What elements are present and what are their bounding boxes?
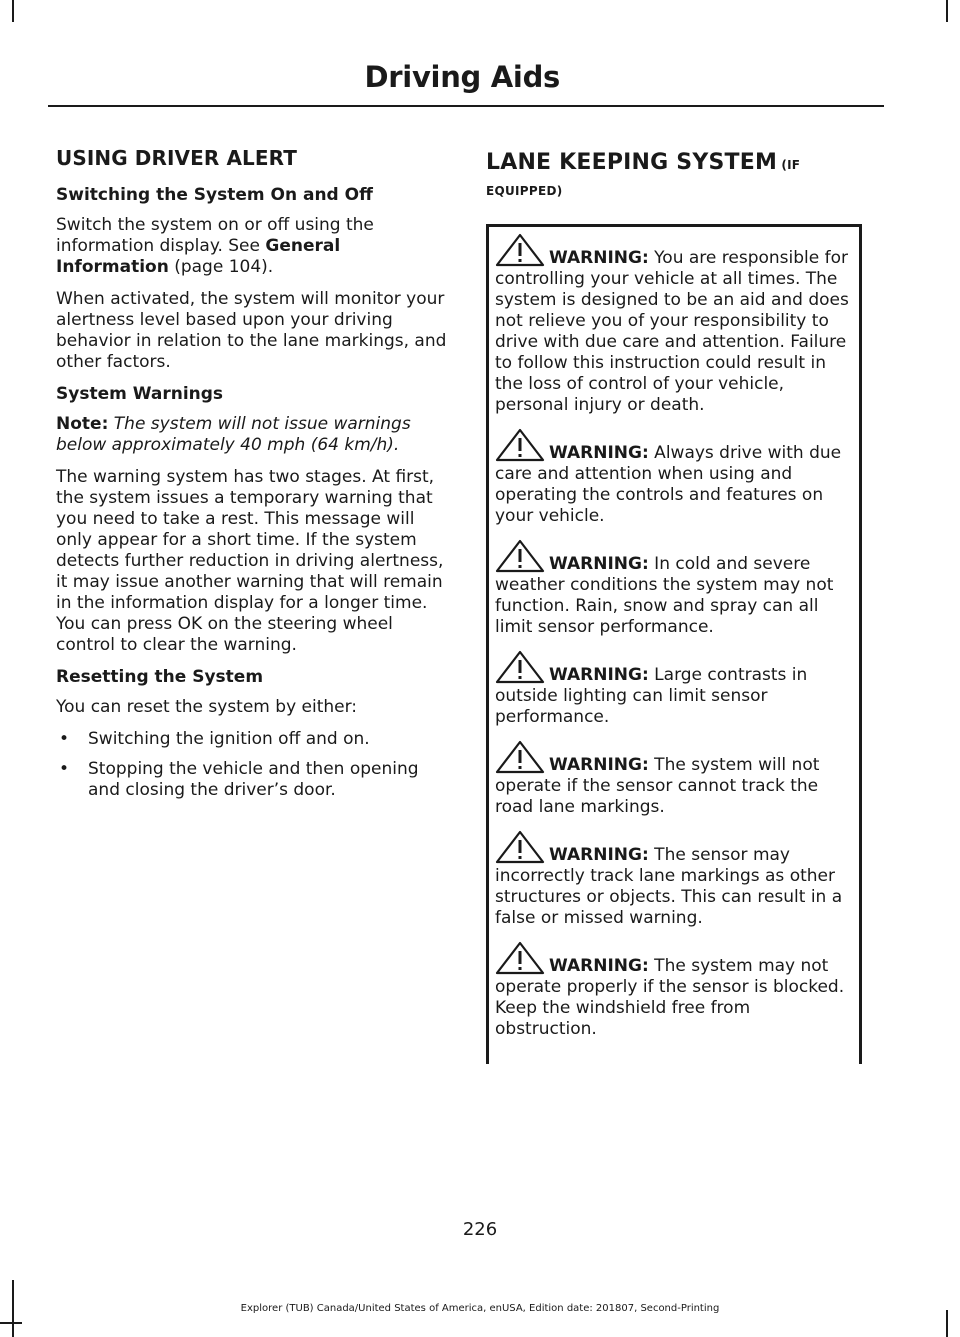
paragraph-warning-stages: The warning system has two stages. At first, the system issues a temporary warning that you need to take a rest. This message will only appear for a short time. If the system detects further reduction in driving alertness, it may issue another warning that will remain in the information display for a longer time. You can press OK on the steering wheel control to clear the warning.	[56, 467, 444, 655]
crop-mark-bottom-left-h	[0, 1322, 22, 1324]
link-general-information[interactable]: General Information	[56, 236, 341, 277]
warning-box	[486, 224, 862, 1064]
paragraph-switch: Switch the system on or off using the information display. See General Information (page 104).	[56, 215, 374, 277]
warning-triangle-icon	[495, 650, 545, 684]
crop-mark-top-left-v	[12, 0, 14, 22]
warning-triangle-icon	[495, 740, 545, 774]
warning-triangle-icon	[495, 941, 545, 975]
warning-triangle-icon	[495, 539, 545, 573]
subheading-resetting: Resetting the System	[56, 667, 264, 687]
left-column	[56, 146, 451, 810]
warning-item: WARNING: You are responsible for controlling your vehicle at all times. The system is designed to be an aid and does not relieve you of your responsibility to drive with due care and attention. Failure to follow this instruction could result in the loss of control of your vehicle, personal injury or death.	[495, 233, 853, 416]
page-number: 226	[462, 1219, 498, 1240]
crop-mark-top-right-v	[946, 0, 948, 22]
warning-item: WARNING: Always drive with due care and attention when using and operating the controls and features on your vehicle.	[495, 428, 853, 527]
note: Note: The system will not issue warnings below approximately 40 mph (64 km/h).	[56, 414, 411, 455]
right-column	[486, 146, 878, 1064]
page-header-title: Driving Aids	[364, 60, 560, 94]
section-heading-lane-keeping: LANE KEEPING SYSTEM (IF	[486, 150, 801, 175]
crop-mark-bottom-right-v	[946, 1310, 948, 1337]
list-item: • Stopping the vehicle and then opening and closing the driver’s door.	[59, 759, 419, 800]
warning-item: WARNING: The system may not operate properly if the sensor is blocked. Keep the windshield free from obstruction.	[495, 941, 853, 1040]
section-heading-lane-keeping-cont: EQUIPPED)	[486, 184, 563, 198]
paragraph-activated: When activated, the system will monitor your alertness level based upon your driving behavior in relation to the lane markings, and other factors.	[56, 289, 447, 372]
warning-item: WARNING: The sensor may incorrectly track lane markings as other structures or objects. This can result in a false or missed warning.	[495, 830, 853, 929]
warning-item: WARNING: Large contrasts in outside lighting can limit sensor performance.	[495, 650, 853, 728]
warning-triangle-icon	[495, 830, 545, 864]
warning-item: WARNING: The system will not operate if the sensor cannot track the road lane markings.	[495, 740, 853, 818]
warning-triangle-icon	[495, 428, 545, 462]
list-item: • Switching the ignition off and on.	[59, 729, 370, 749]
warning-triangle-icon	[495, 233, 545, 267]
page-footer: Explorer (TUB) Canada/United States of America, enUSA, Edition date: 201807, Second-Printing	[240, 1303, 720, 1314]
reset-bullet-list	[56, 729, 451, 801]
subheading-switching: Switching the System On and Off	[56, 185, 373, 205]
subheading-system-warnings: System Warnings	[56, 384, 224, 404]
header-divider	[48, 105, 884, 107]
section-heading-driver-alert: USING DRIVER ALERT	[56, 146, 297, 170]
warning-item: WARNING: In cold and severe weather conditions the system may not function. Rain, snow and spray can all limit sensor performance.	[495, 539, 853, 638]
paragraph-reset: You can reset the system by either:	[56, 697, 358, 717]
